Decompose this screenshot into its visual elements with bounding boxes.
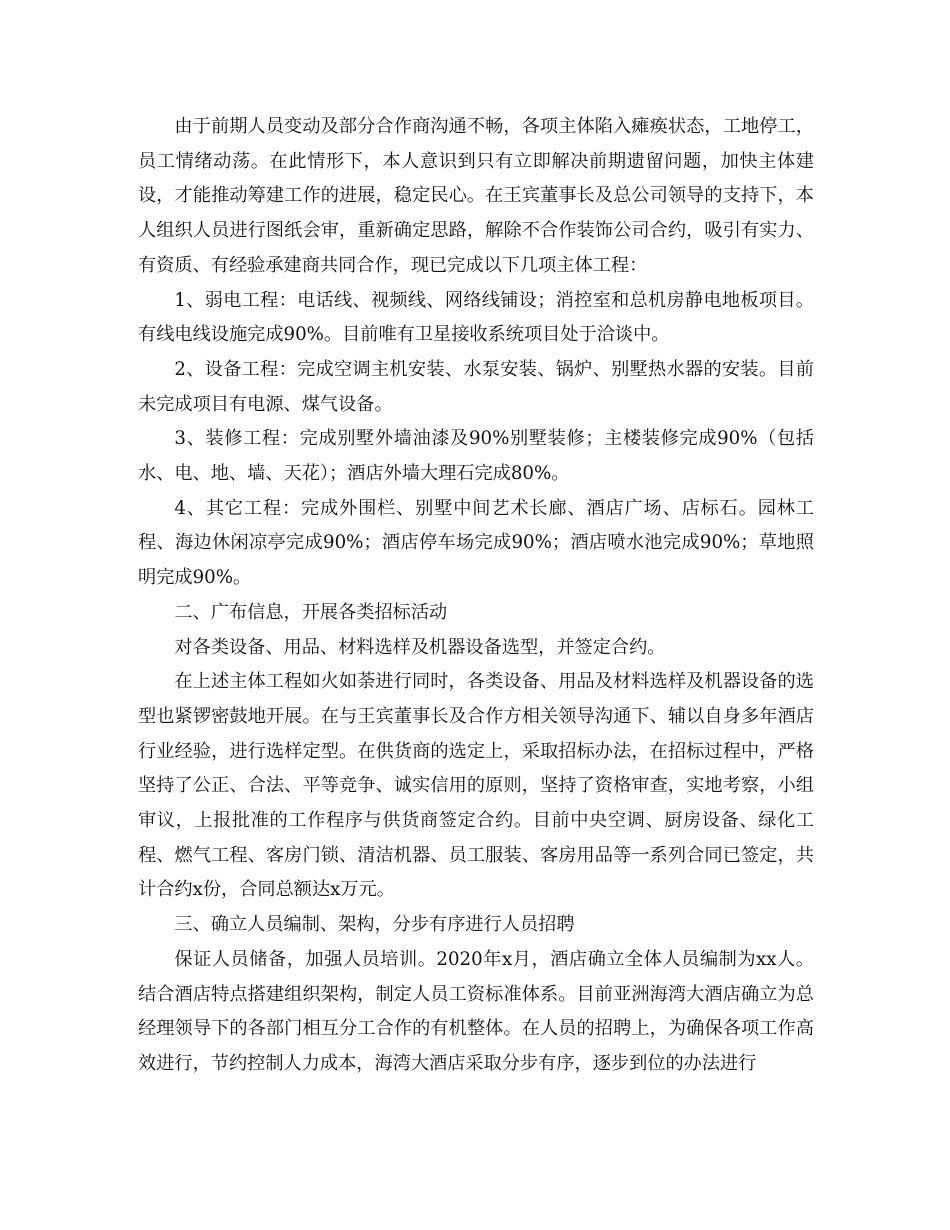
paragraph-staffing-details: 保证人员储备，加强人员培训。2020年x月，酒店确立全体人员编制为xx人。结合酒店特点搭建组织架构，制定人员工资标准体系。目前亚洲海湾大酒店确立为总经理领导下的各部门相互分工合作的有机整体。在人员的招聘上，为确保各项工作高效进行，节约控制人力成本，海湾大酒店采取分步有序，逐步到位的办法进行 — [138, 948, 814, 1074]
paragraph-equipment-project: 2、设备工程：完成空调主机安装、水泵安装、锅炉、别墅热水器的安装。目前未完成项目有电源、煤气设备。 — [138, 358, 814, 415]
paragraph-bidding-summary: 对各类设备、用品、材料选样及机器设备选型，并签定合约。 — [174, 636, 666, 658]
section-heading-staffing: 三、确立人员编制、架构，分步有序进行人员招聘 — [174, 914, 575, 936]
paragraph-bidding-details: 在上述主体工程如火如荼进行同时，各类设备、用品及材料选样及机器设备的选型也紧锣密鼓地开展。在与王宾董事长及合作方相关领导沟通下、辅以自身多年酒店行业经验，进行选样定型。在供货商的选定上，采取招标办法，在招标过程中，严格坚持了公正、合法、平等竞争、诚实信用的原则，坚持了资格审查，实地考察，小组审议，上报批准的工作程序与供货商签定合约。目前中央空调、厨房设备、绿化工程、燃气工程、客房门锁、清洁机器、员工服装、客房用品等一系列合同已签定，共计合约x份，合同总额达x万元。 — [138, 671, 814, 901]
paragraph-intro: 由于前期人员变动及部分合作商沟通不畅，各项主体陷入瘫痪状态，工地停工，员工情绪动荡。在此情形下，本人意识到只有立即解决前期遗留问题，加快主体建设，才能推动筹建工作的进展，稳定民心。在王宾董事长及总公司领导的支持下，本人组织人员进行图纸会审，重新确定思路，解除不合作装饰公司合约，吸引有实力、有资质、有经验承建商共同合作，现已完成以下几项主体工程： — [138, 116, 814, 276]
document-body — [138, 110, 814, 1082]
paragraph-other-projects: 4、其它工程：完成外围栏、别墅中间艺术长廊、酒店广场、店标石。园林工程、海边休闲凉亭完成90%；酒店停车场完成90%；酒店喷水池完成90%；草地照明完成90%。 — [138, 497, 814, 589]
paragraph-weak-current-project: 1、弱电工程：电话线、视频线、网络线铺设；消控室和总机房静电地板项目。有线电线设施完成90%。目前唯有卫星接收系统项目处于洽谈中。 — [138, 289, 814, 346]
section-heading-bidding: 二、广布信息，开展各类招标活动 — [174, 601, 448, 623]
paragraph-decoration-project: 3、装修工程：完成别墅外墙油漆及90%别墅装修；主楼装修完成90%（包括水、电、地、墙、天花）；酒店外墙大理石完成80%。 — [138, 428, 814, 485]
